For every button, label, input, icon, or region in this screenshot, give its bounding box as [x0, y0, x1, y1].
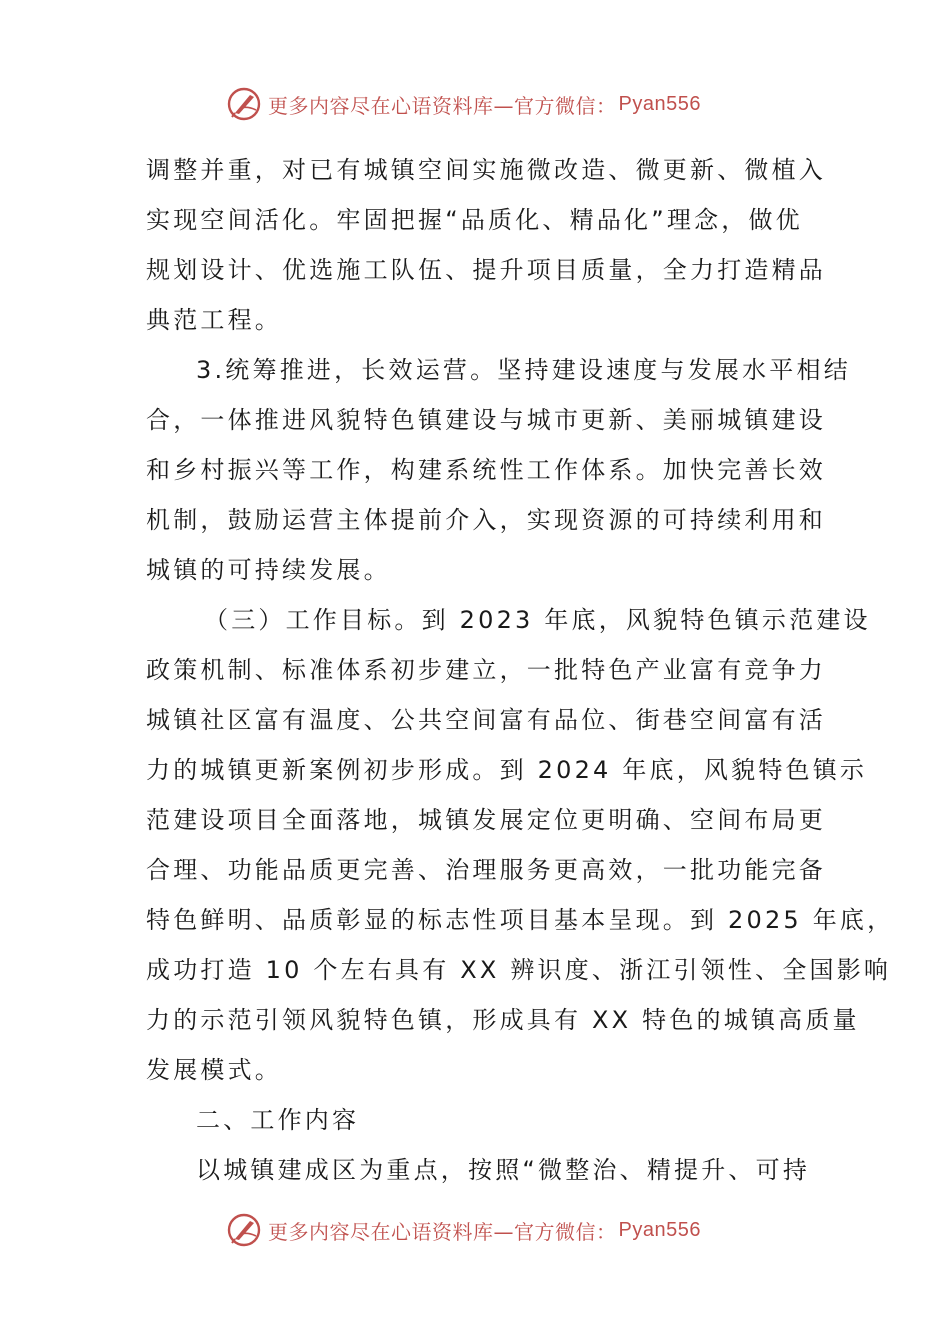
watermark-text: 更多内容尽在心语资料库—官方微信：: [268, 1219, 617, 1244]
section-heading-line: 3.统筹推进，长效运营。坚持建设速度与发展水平相结: [196, 356, 851, 384]
body-line: 发展模式。: [146, 1056, 282, 1084]
body-line: 成功打造 10 个左右具有 XX 辨识度、浙江引领性、全国影响: [146, 956, 892, 984]
document-body: [146, 145, 895, 1195]
section-heading-line: （三）工作目标。到 2023 年底，风貌特色镇示范建设: [204, 606, 871, 634]
quill-pen-icon: [226, 86, 262, 122]
body-line: 规划设计、优选施工队伍、提升项目质量，全力打造精品: [146, 256, 826, 284]
body-line: 合，一体推进风貌特色镇建设与城市更新、美丽城镇建设: [146, 406, 826, 434]
footer-watermark: [226, 1210, 701, 1250]
body-line: 力的城镇更新案例初步形成。到 2024 年底，风貌特色镇示: [146, 756, 868, 784]
body-line: 城镇社区富有温度、公共空间富有品位、街巷空间富有活: [146, 706, 826, 734]
header-watermark: [226, 84, 701, 124]
watermark-wechat-id: Pyan556: [618, 92, 701, 115]
body-line: 以城镇建成区为重点，按照“微整治、精提升、可持: [196, 1156, 811, 1184]
body-line: 合理、功能品质更完善、治理服务更高效，一批功能完备: [146, 856, 826, 884]
watermark-text: 更多内容尽在心语资料库—官方微信：: [268, 93, 617, 118]
quill-pen-icon: [226, 1212, 262, 1248]
body-line: 范建设项目全面落地，城镇发展定位更明确、空间布局更: [146, 806, 826, 834]
body-line: 调整并重，对已有城镇空间实施微改造、微更新、微植入: [146, 156, 826, 184]
body-line: 实现空间活化。牢固把握“品质化、精品化”理念，做优: [146, 206, 803, 234]
body-line: 政策机制、标准体系初步建立，一批特色产业富有竞争力: [146, 656, 826, 684]
body-line: 城镇的可持续发展。: [146, 556, 391, 584]
body-line: 机制，鼓励运营主体提前介入，实现资源的可持续利用和: [146, 506, 826, 534]
body-line: 力的示范引领风貌特色镇，形成具有 XX 特色的城镇高质量: [146, 1006, 860, 1034]
section-heading-line: 二、工作内容: [196, 1106, 360, 1134]
watermark-wechat-id: Pyan556: [618, 1218, 701, 1241]
body-line: 和乡村振兴等工作，构建系统性工作体系。加快完善长效: [146, 456, 826, 484]
body-line: 特色鲜明、品质彰显的标志性项目基本呈现。到 2025 年底，: [146, 906, 895, 934]
body-line: 典范工程。: [146, 306, 282, 334]
